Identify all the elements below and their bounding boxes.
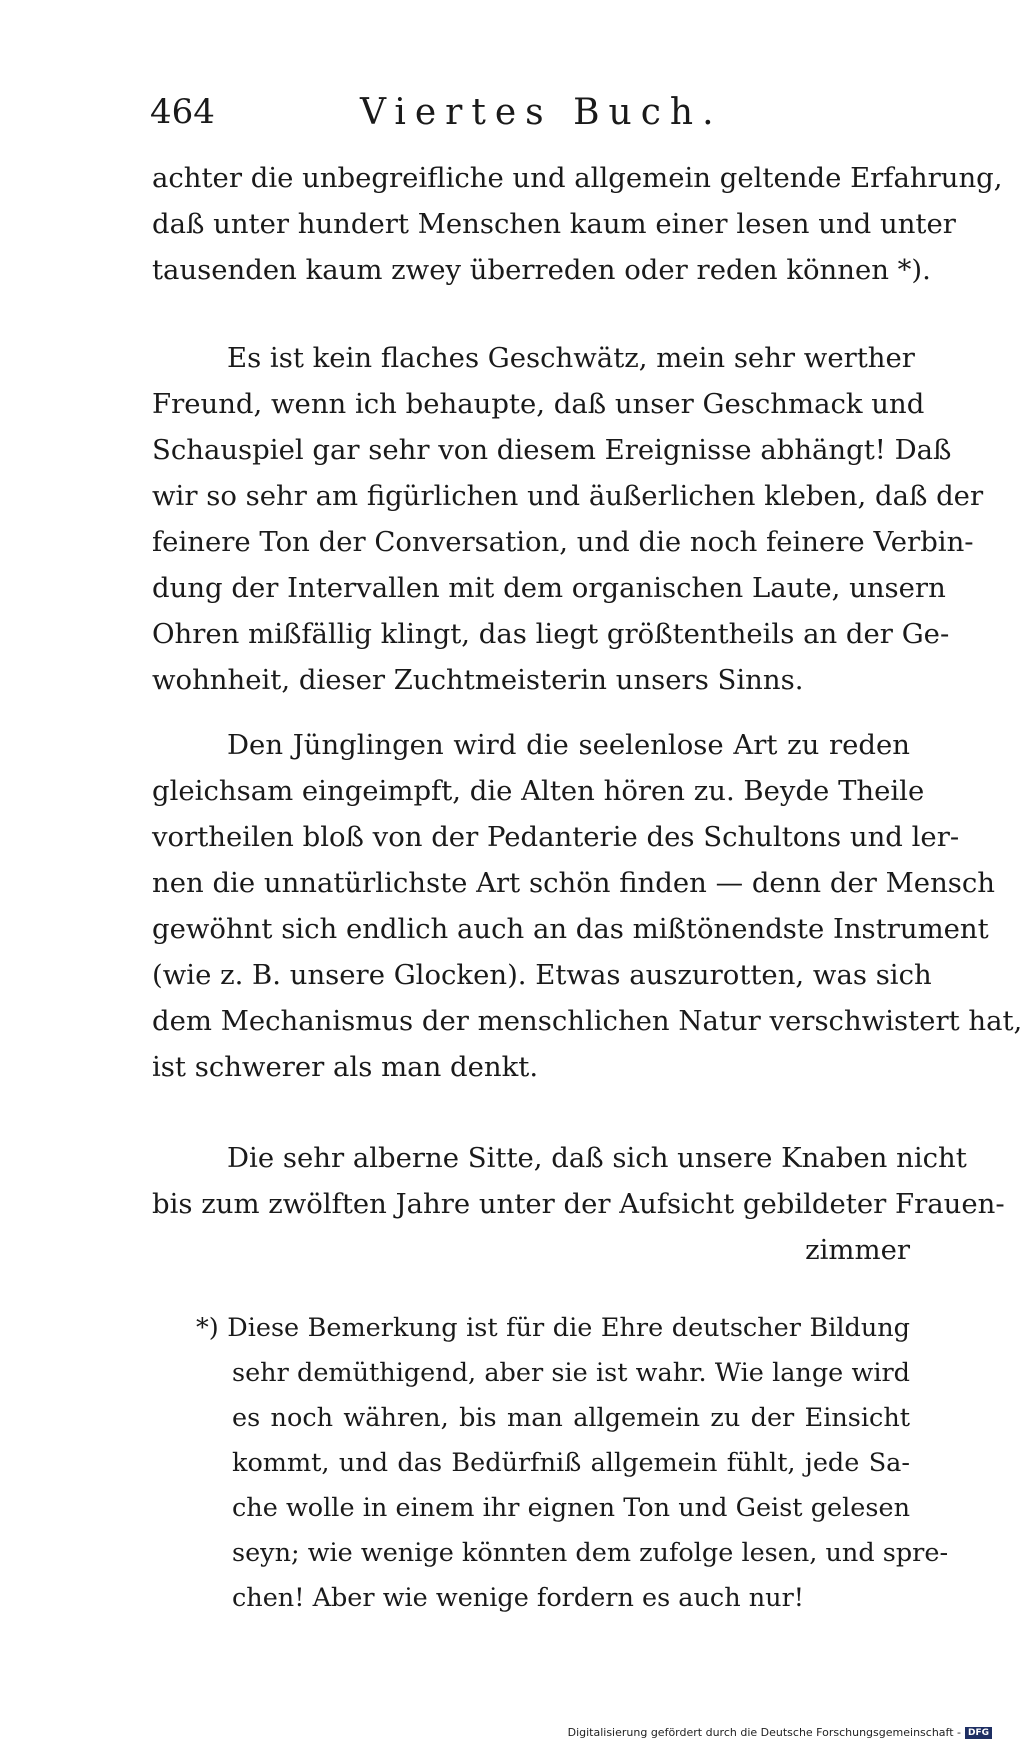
text-line: wir so sehr am figürlichen und äußerlichen kleben, daß der [152,480,984,512]
credit-text: Digitalisierung gefördert durch die Deutsche Forschungsgemeinschaft - [567,1726,961,1739]
page-header [150,92,910,142]
footnote-line: che wolle in einem ihr eignen Ton und Geist gelesen [232,1493,910,1523]
catchword: zimmer [805,1234,910,1266]
text-line: achter die unbegreifliche und allgemein geltende Erfahrung, [152,162,1003,194]
text-line: Die sehr alberne Sitte, daß sich unsere Knaben nicht [227,1142,967,1174]
text-line: feinere Ton der Conversation, und die noch feinere Verbin- [152,526,974,558]
footnote-line: sehr demüthigend, aber sie ist wahr. Wie lange wird [232,1358,910,1388]
paragraph-1 [152,155,1003,293]
text-line: Es ist kein flaches Geschwätz, mein sehr werther [227,342,915,374]
footnote [196,1306,949,1621]
paragraph-4 [152,1135,1005,1273]
footnote-line: es noch währen, bis man allgemein zu der Einsicht [232,1403,910,1433]
text-line: wohnheit, dieser Zuchtmeisterin unsers Sinns. [152,664,804,696]
text-line: ist schwerer als man denkt. [152,1051,539,1083]
text-line: (wie z. B. unsere Glocken). Etwas auszurotten, was sich [152,959,932,991]
text-line: gleichsam eingeimpft, die Alten hören zu. Beyde Theile [152,775,925,807]
text-line: daß unter hundert Menschen kaum einer lesen und unter [152,208,956,240]
footnote-line: chen! Aber wie wenige fordern es auch nur! [232,1583,805,1613]
text-line: tausenden kaum zwey überreden oder reden können *). [152,254,931,286]
text-line: Freund, wenn ich behaupte, daß unser Geschmack und [152,388,925,420]
paragraph-3 [152,722,1022,1090]
paragraph-2 [152,335,984,703]
dfg-logo: DFG [965,1727,992,1739]
text-line: Ohren mißfällig klingt, das liegt größtentheils an der Ge- [152,618,950,650]
text-line: dung der Intervallen mit dem organischen Laute, unsern [152,572,946,604]
digitization-credit [568,1726,992,1739]
text-line: vortheilen bloß von der Pedanterie des Schultons und ler- [152,821,960,853]
footnote-line: *) Diese Bemerkung ist für die Ehre deutscher Bildung [196,1313,910,1343]
page-number: 464 [150,92,215,132]
running-title: Viertes Buch. [360,92,723,133]
text-line: gewöhnt sich endlich auch an das mißtönendste Instrument [152,913,989,945]
footnote-line: kommt, und das Bedürfniß allgemein fühlt, jede Sa- [232,1448,910,1478]
text-line: bis zum zwölften Jahre unter der Aufsicht gebildeter Frauen- [152,1188,1005,1220]
text-line: nen die unnatürlichste Art schön finden — denn der Mensch [152,867,996,899]
text-line: Schauspiel gar sehr von diesem Ereignisse abhängt! Daß [152,434,952,466]
text-line: Den Jünglingen wird die seelenlose Art zu reden [227,729,910,761]
text-line: dem Mechanismus der menschlichen Natur verschwistert hat, [152,1005,1022,1037]
footnote-line: seyn; wie wenige könnten dem zufolge lesen, und spre- [232,1538,949,1568]
